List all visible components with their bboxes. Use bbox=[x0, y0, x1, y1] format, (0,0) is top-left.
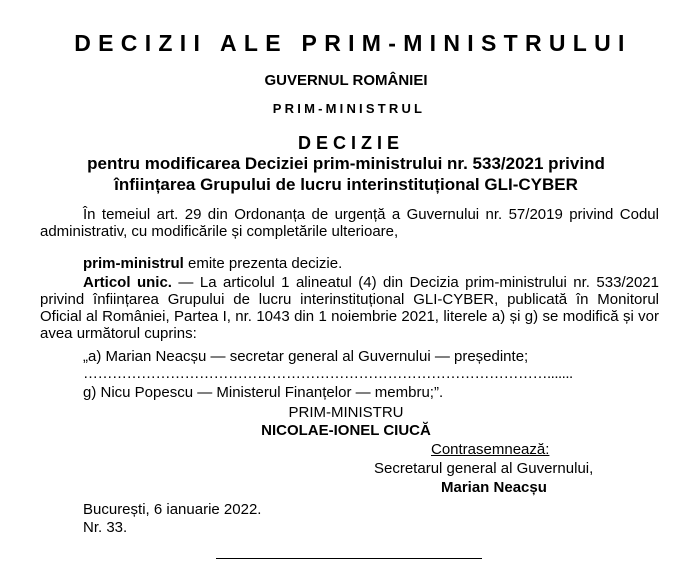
decision-subtitle-line2: înființarea Grupului de lucru interinstituțional GLI-CYBER bbox=[114, 175, 578, 194]
article-block bbox=[40, 274, 659, 342]
decision-heading: DECIZIE bbox=[297, 133, 404, 153]
article-text: — La articolul 1 alineatul (4) din Decizia prim-ministrului nr. 533/2021 privind înființarea Grupului de lucru interinstituțional GLI-CYBER, publicată în Monitorul Oficial al României, Partea I, nr. 1043 din 1 noiembrie 2021, literele a) și g) se modifică și vor avea următorul cuprins: bbox=[40, 274, 659, 342]
issuer-bold: prim-ministrul bbox=[83, 255, 184, 272]
pm-name: NICOLAE-IONEL CIUCĂ bbox=[261, 422, 431, 439]
countersign-label: Contrasemnează: bbox=[431, 441, 550, 458]
countersign-name: Marian Neacșu bbox=[441, 479, 547, 496]
countersign-role: Secretarul general al Guvernului, bbox=[374, 460, 594, 477]
omitted-dots: ……………………………………………………………………………………....... bbox=[83, 365, 573, 382]
decision-number: Nr. 33. bbox=[83, 519, 128, 536]
government-name: GUVERNUL ROMÂNIEI bbox=[264, 72, 428, 89]
issuer-rest: emite prezenta decizie. bbox=[183, 255, 343, 272]
preamble-block bbox=[40, 206, 659, 240]
section-title: DECIZII ALE PRIM-MINISTRULUI bbox=[74, 30, 632, 56]
article-label: Articol unic. bbox=[83, 274, 172, 291]
article-paragraph bbox=[40, 274, 659, 342]
pm-title: PRIM-MINISTRU bbox=[288, 404, 404, 421]
decision-subtitle-line1: pentru modificarea Deciziei prim-ministrului nr. 533/2021 privind bbox=[87, 154, 605, 173]
place-date: București, 6 ianuarie 2022. bbox=[83, 501, 262, 518]
footer-divider bbox=[216, 558, 482, 559]
issuer-statement bbox=[83, 255, 659, 272]
preamble-paragraph: În temeiul art. 29 din Ordonanța de urgență a Guvernului nr. 57/2019 privind Codul administrativ, cu modificările și completările ulterioare, bbox=[40, 206, 659, 240]
issuer-title: PRIM-MINISTRUL bbox=[272, 101, 426, 116]
item-g: g) Nicu Popescu — Ministerul Finanțelor — membru;”. bbox=[83, 384, 444, 401]
issuer-paragraph bbox=[83, 255, 659, 272]
item-a: „a) Marian Neacșu — secretar general al Guvernului — președinte; bbox=[83, 348, 529, 365]
